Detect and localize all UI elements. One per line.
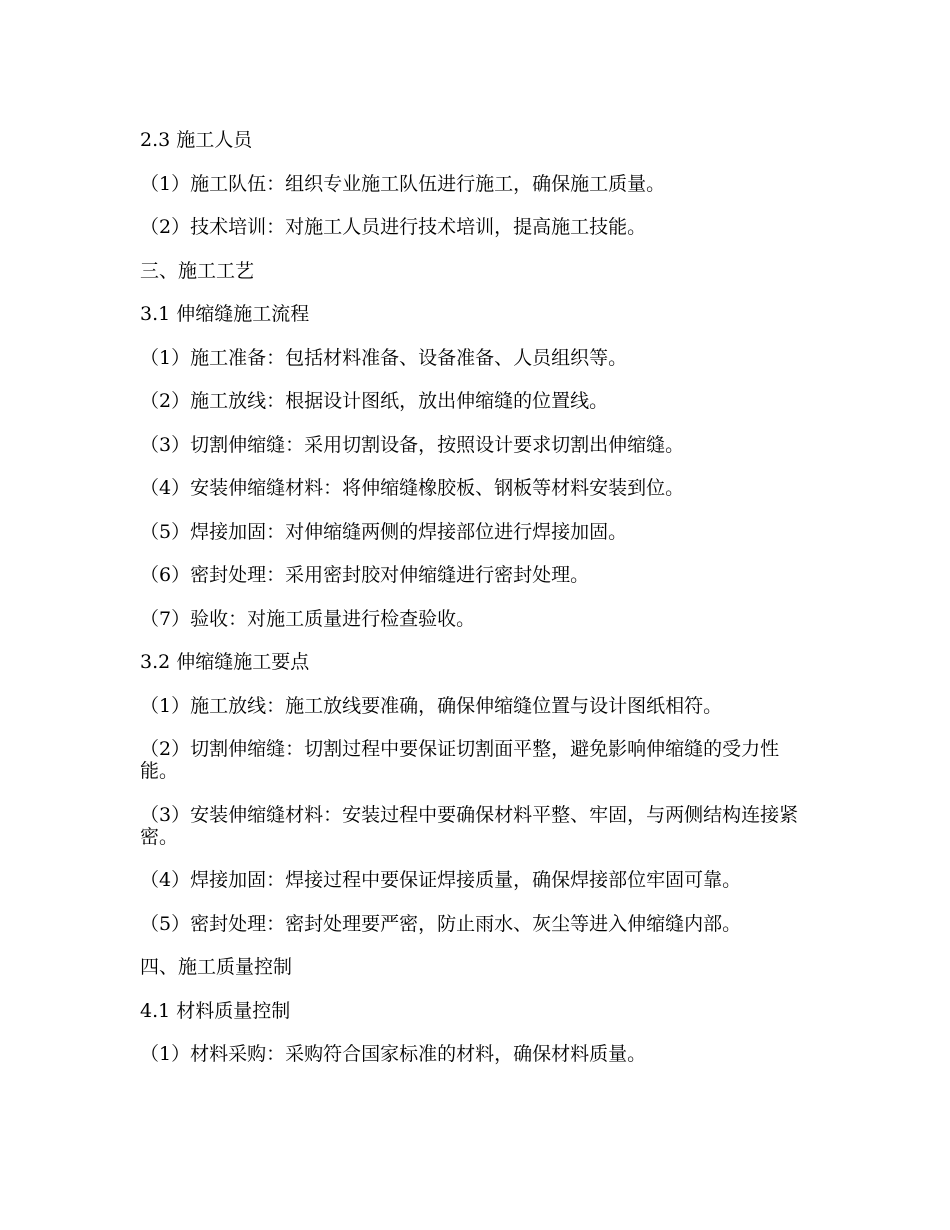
section-heading: 3.1 伸缩缝施工流程 (140, 303, 310, 325)
list-item: （1）施工准备：包括材料准备、设备准备、人员组织等。 (140, 346, 628, 369)
list-item: （4）焊接加固：焊接过程中要保证焊接质量，确保焊接部位牢固可靠。 (140, 869, 742, 891)
list-item: （3）安装伸缩缝材料：安装过程中要确保材料平整、牢固，与两侧结构连接紧密。 (140, 803, 799, 848)
list-item: （2）切割伸缩缝：切割过程中要保证切割面平整，避免影响伸缩缝的受力性能。 (140, 738, 780, 782)
section-heading: 4.1 材料质量控制 (140, 999, 291, 1022)
list-item: （1）材料采购：采购符合国家标准的材料，确保材料质量。 (140, 1043, 647, 1065)
list-item: （1）施工放线：施工放线要准确，确保伸缩缝位置与设计图纸相符。 (140, 694, 723, 717)
chapter-heading: 三、施工工艺 (140, 259, 255, 282)
list-item: （7）验收：对施工质量进行检查验收。 (140, 607, 476, 630)
chapter-heading: 四、施工质量控制 (140, 956, 293, 978)
list-item: （5）密封处理：密封处理要严密，防止雨水、灰尘等进入伸缩缝内部。 (140, 912, 742, 935)
list-item: （3）切割伸缩缝：采用切割设备，按照设计要求切割出伸缩缝。 (140, 433, 685, 456)
section-heading: 3.2 伸缩缝施工要点 (140, 651, 310, 673)
section-heading: 2.3 施工人员 (140, 129, 253, 151)
list-item: （2）技术培训：对施工人员进行技术培训，提高施工技能。 (140, 216, 647, 238)
list-item: （6）密封处理：采用密封胶对伸缩缝进行密封处理。 (140, 564, 590, 586)
list-item: （1）施工队伍：组织专业施工队伍进行施工，确保施工质量。 (140, 172, 666, 195)
list-item: （5）焊接加固：对伸缩缝两侧的焊接部位进行焊接加固。 (140, 520, 628, 543)
list-item: （4）安装伸缩缝材料：将伸缩缝橡胶板、钢板等材料安装到位。 (140, 477, 685, 499)
list-item: （2）施工放线：根据设计图纸，放出伸缩缝的位置线。 (140, 390, 609, 412)
